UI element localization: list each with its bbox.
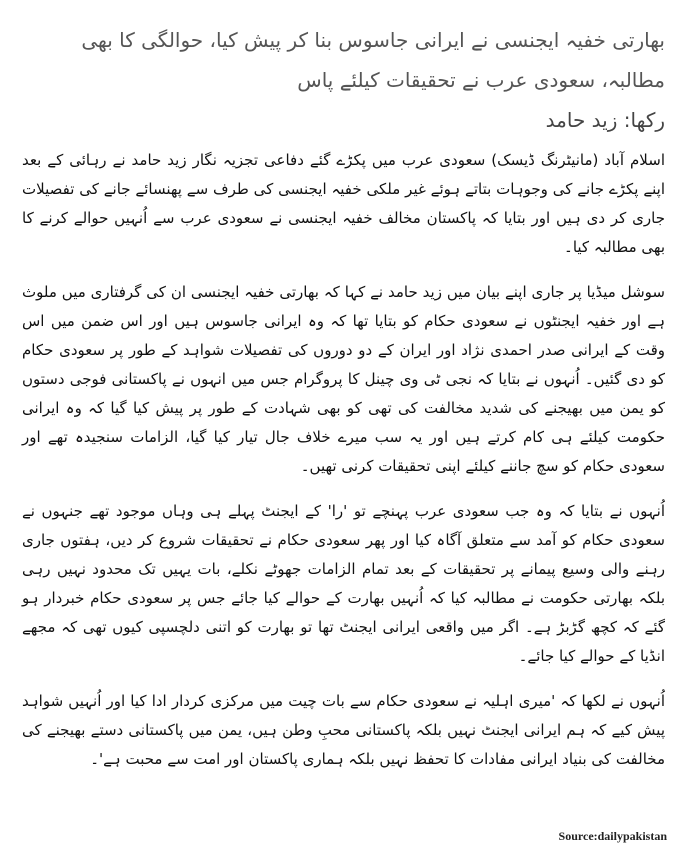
byline: رکھا: زید حامد xyxy=(545,108,665,132)
headline-text: بھارتی خفیہ ایجنسی نے ایرانی جاسوس بنا کر پیش کیا، حوالگی کا بھی مطالبہ، سعودی عرب نے تحقیقات کیلئے پاس xyxy=(81,28,665,92)
article-paragraph-1: اسلام آباد (مانیٹرنگ ڈیسک) سعودی عرب میں پکڑے گئے دفاعی تجزیہ نگار زید حامد نے رہائی کے بعد اپنے پکڑے جانے کی وجوہات بتاتے ہوئے غیر ملکی خفیہ ایجنسی کی طرف سے پھنسائے جانے کی تفصیلات جاری کر دی ہیں اور بتایا کہ پاکستان مخالف خفیہ ایجنسی نے سعودی عرب سے اُنہیں حوالے کرنے کا بھی مطالبہ کیا۔ xyxy=(22,151,665,256)
article-paragraph-3: اُنہوں نے بتایا کہ وہ جب سعودی عرب پہنچے تو 'را' کے ایجنٹ پہلے ہی وہاں موجود تھے جنہوں نے سعودی حکام کو آمد سے متعلق آگاہ کیا اور پھر سعودی حکام نے تحقیقات شروع کر دیں، ہفتوں جاری رہنے والی وسیع پیمانے پر تحقیقات کے بعد تمام الزامات جھوٹے نکلے، بات یہیں تک محدود نہیں رہی بلکہ بھارتی حکومت نے مطالبہ کیا کہ اُنہیں بھارت کے حوالے کیا جائے جس پر سعودی حکام خبردار ہو گئے کہ کچھ گڑبڑ ہے۔ اگر میں واقعی ایرانی ایجنٹ تھا تو بھارت کو اتنی دلچسپی کیوں تھی کہ مجھے انڈیا کے حوالے کیا جائے۔ xyxy=(22,502,665,665)
article-paragraph-4: اُنہوں نے لکھا کہ 'میری اہلیہ نے سعودی حکام سے بات چیت میں مرکزی کردار ادا کیا اور اُنہیں شواہد پیش کیے کہ ہم ایرانی ایجنٹ نہیں بلکہ پاکستانی محبِ وطن ہیں، یمن میں پاکستانی دستے بھیجنے کی مخالفت کی بنیاد ایرانی مفادات کا تحفظ نہیں بلکہ ہماری پاکستان اور امت سے محبت ہے'۔ xyxy=(22,692,665,768)
article-paragraph-2: سوشل میڈیا پر جاری اپنے بیان میں زید حامد نے کہا کہ بھارتی خفیہ ایجنسی ان کی گرفتاری میں ملوث ہے اور خفیہ ایجنٹوں نے سعودی حکام کو بتایا تھا کہ وہ ایرانی جاسوس ہیں اور اس ضمن میں اس وقت کے ایرانی صدر احمدی نژاد اور ایران کے دو دوروں کی تفصیلات شواہد کے طور پر سعودی حکام کو دی گئیں۔ اُنہوں نے بتایا کہ نجی ٹی وی چینل کا پروگرام جس میں انہوں نے پاکستانی فوجی دستوں کو یمن میں بھیجنے کی شدید مخالفت کی تھی کو بھی شہادت کے طور پر پیش کیا گیا کہ وہ ایرانی حکومت کیلئے ہی کام کرتے ہیں اور یہ سب میرے خلاف جال تیار کیا گیا، الزامات سنجیدہ تھے اور سعودی حکام کو سچ جاننے کیلئے اپنی تحقیقات کرنی تھیں۔ xyxy=(22,283,665,475)
article-headline xyxy=(22,20,665,140)
source-credit: Source:dailypakistan xyxy=(558,829,667,843)
